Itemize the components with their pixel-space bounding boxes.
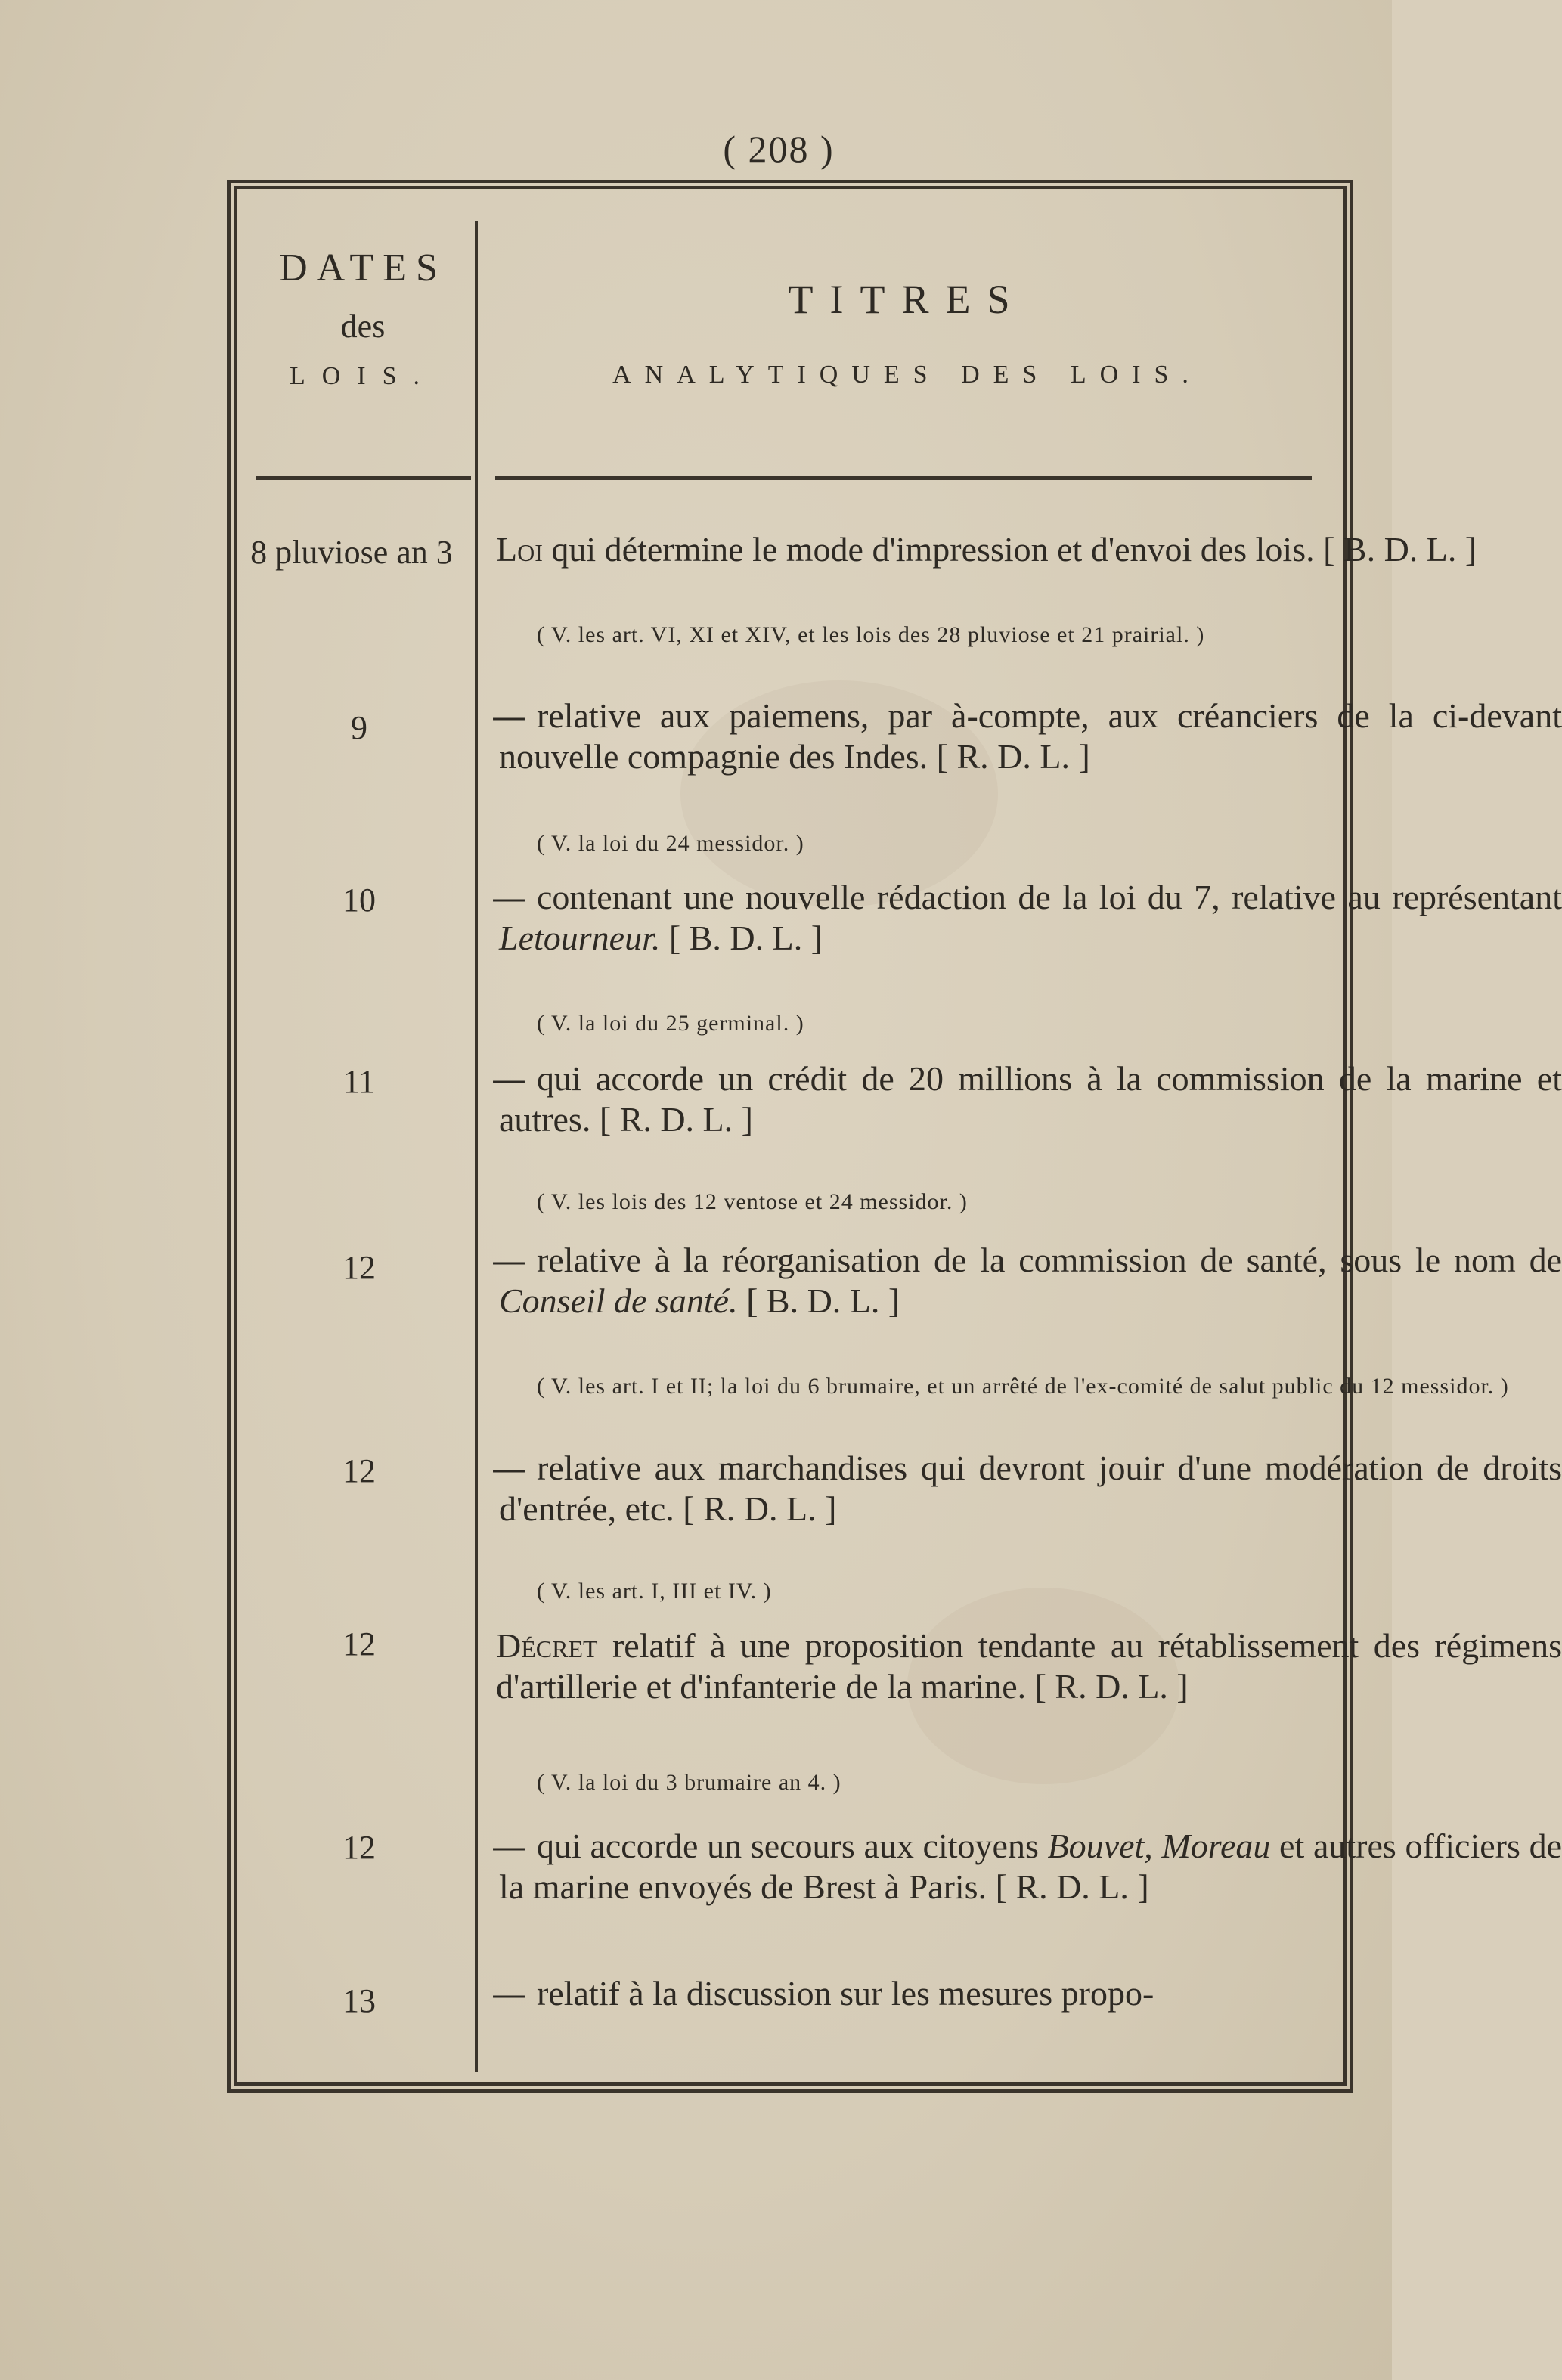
entry-dash: —: [491, 877, 526, 918]
entry-text-body: qui détermine le mode d'impression et d'envoi des lois. [ B. D. L. ]: [542, 530, 1477, 569]
entry-text-body: relatif à une proposition tendante au rétablissement des régimens d'artillerie et d'infanterie de la marine. [ R. D. L. ]: [496, 1626, 1562, 1706]
entry-date: 12: [342, 1625, 376, 1663]
entry-lead-word: Loi: [496, 530, 543, 569]
column-divider: [475, 221, 478, 2072]
entry-text: [499, 1240, 1562, 1322]
entry-date: 9: [351, 709, 367, 746]
entry-text: relatif à la discussion sur les mesures propo-: [537, 1974, 1154, 2013]
entry-dash: —: [491, 696, 526, 736]
entry-text: relative aux marchandises qui devront jouir d'une modération de droits d'entrée, etc. [ R. D. L. ]: [499, 1449, 1562, 1528]
entry-date: 10: [342, 882, 376, 919]
entry-date: 12: [342, 1452, 376, 1489]
dates-header-line3: LOIS.: [289, 362, 437, 390]
entry-text: [496, 529, 1562, 570]
entry-text-italic: Letourneur.: [499, 919, 661, 957]
header-rule-right: [495, 476, 1312, 480]
dates-column-header: [249, 246, 476, 391]
entry-date: 12: [342, 1829, 376, 1866]
entry-text-body: qui accorde un secours aux citoyens: [537, 1827, 1048, 1865]
titles-header-line1: TITRES: [788, 277, 1027, 322]
entry-text-tail: [ B. D. L. ]: [737, 1281, 900, 1320]
page-number: ( 208 ): [723, 128, 835, 170]
entry-text: [499, 1826, 1562, 1907]
entry-text-tail: et autres officiers de la marine envoyés de Brest à Paris. [ R. D. L. ]: [499, 1827, 1562, 1906]
titles-column-header: [499, 276, 1316, 389]
entry-text: [496, 1625, 1562, 1707]
entry-note: ( V. les art. VI, XI et XIV, et les lois des 28 pluviose et 21 prairial. ): [537, 622, 1205, 647]
entry-date: 12: [342, 1249, 376, 1286]
entry-note: ( V. la loi du 24 messidor. ): [537, 831, 804, 856]
entry-dash: —: [491, 1448, 526, 1489]
entry-note: ( V. les lois des 12 ventose et 24 messidor. ): [537, 1189, 968, 1214]
entry-date: 11: [342, 1063, 376, 1100]
entry-text: relative aux paiemens, par à-compte, aux créanciers de la ci-devant nouvelle compagnie des Indes. [ R. D. L. ]: [499, 696, 1562, 776]
header-rule-left: [256, 476, 471, 480]
entry-dash: —: [491, 1826, 526, 1867]
entry-text: [499, 877, 1562, 959]
entry-note: ( V. la loi du 25 germinal. ): [537, 1011, 804, 1036]
entry-text-body: contenant une nouvelle rédaction de la loi du 7, relative au représentant: [537, 878, 1562, 916]
entry-text-body: relative à la réorganisation de la commission de santé, sous le nom de: [537, 1241, 1562, 1279]
dates-header-line2: des: [340, 308, 386, 345]
entry-date: 13: [342, 1982, 376, 2019]
entry-note: ( V. la loi du 3 brumaire an 4. ): [537, 1770, 841, 1795]
entry-dash: —: [491, 1973, 526, 2014]
entry-lead-word: Décret: [496, 1626, 598, 1665]
entry-text: qui accorde un crédit de 20 millions à la commission de la marine et autres. [ R. D. L. ]: [499, 1059, 1562, 1139]
entry-text-tail: [ B. D. L. ]: [660, 919, 823, 957]
entry-text-italic: Bouvet, Moreau: [1047, 1827, 1271, 1865]
entry-note: ( V. les art. I et II; la loi du 6 brumaire, et un arrêté de l'ex-comité de salut public du 12 messidor. ): [537, 1374, 1509, 1399]
dates-header-line1: DATES: [279, 246, 447, 290]
entry-note: ( V. les art. I, III et IV. ): [537, 1579, 772, 1604]
entry-text-italic: Conseil de santé.: [499, 1281, 738, 1320]
titles-header-line2: ANALYTIQUES DES LOIS.: [612, 361, 1202, 389]
entry-date: 8 pluviose an 3: [250, 534, 453, 571]
entry-dash: —: [491, 1058, 526, 1099]
entry-dash: —: [491, 1240, 526, 1281]
